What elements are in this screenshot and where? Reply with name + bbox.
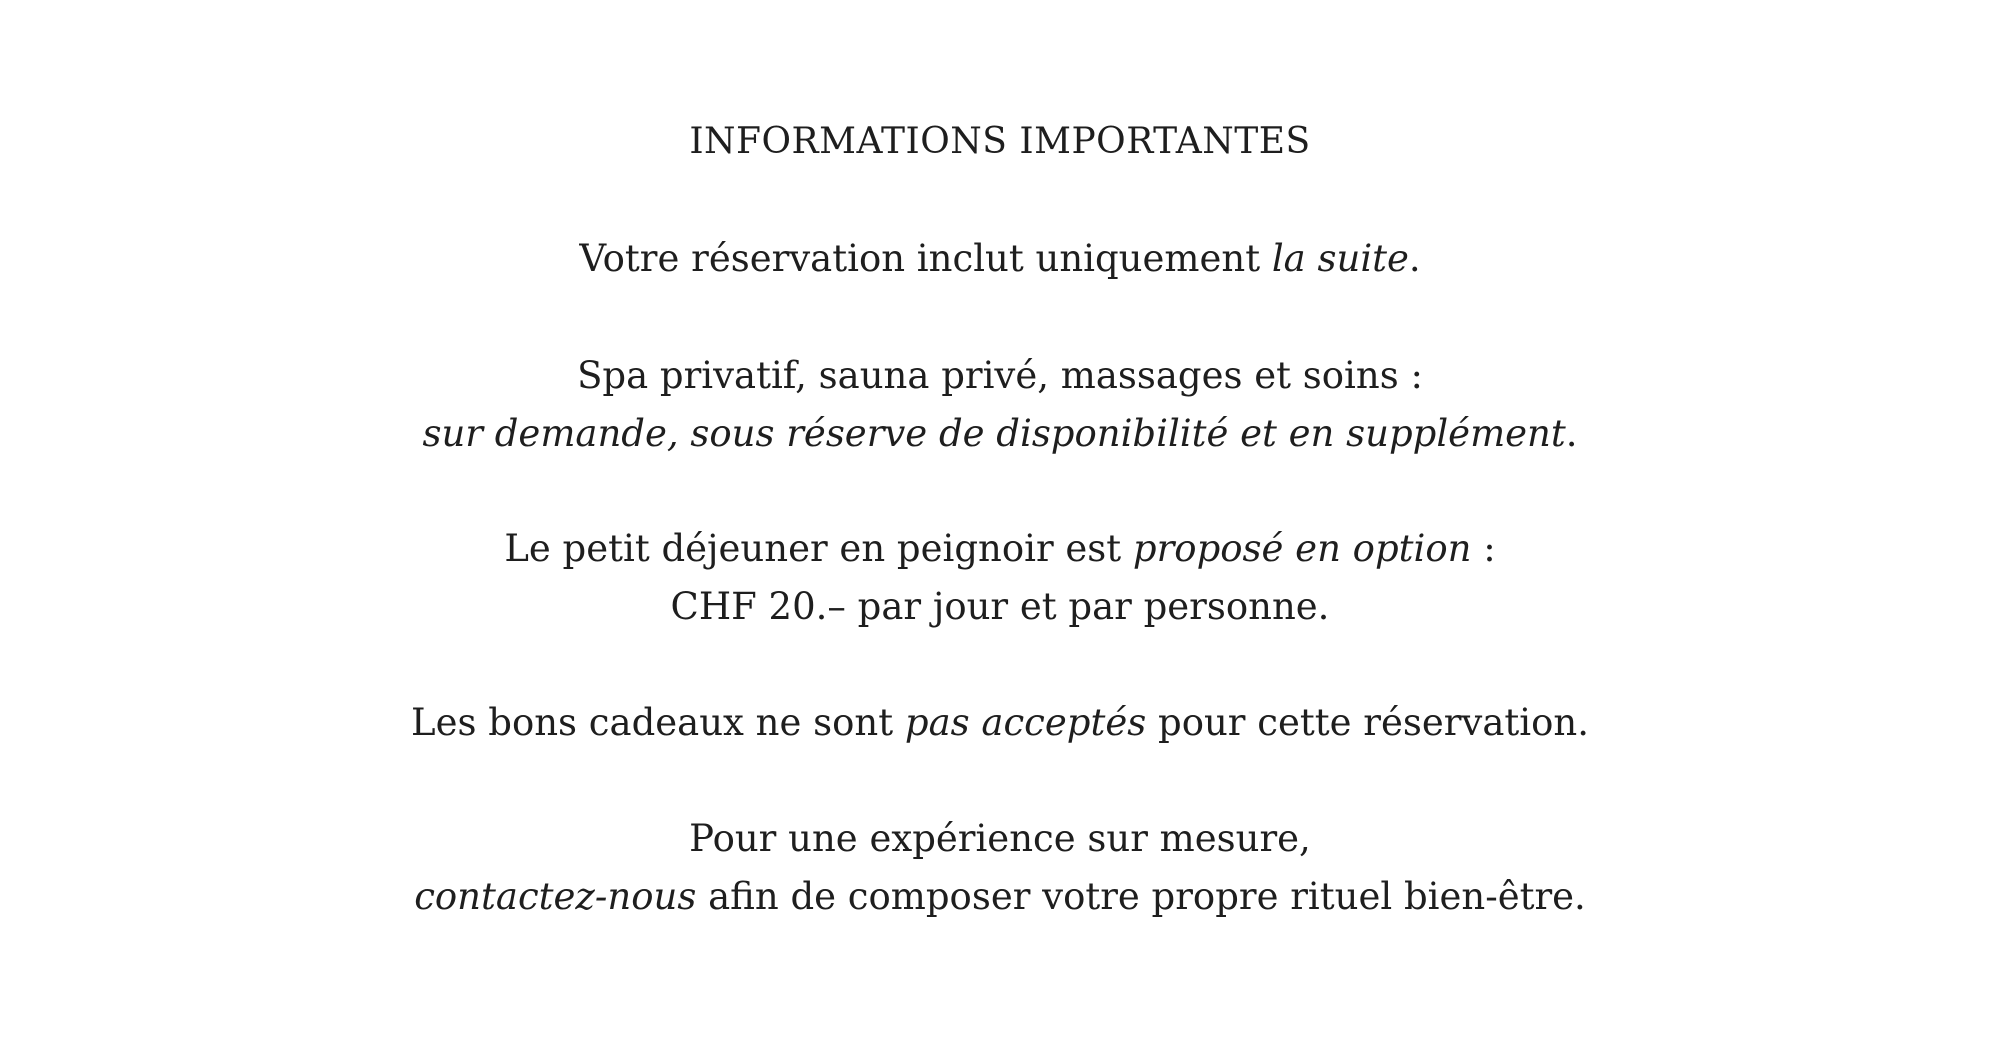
suite-emphasis: la suite: [1271, 237, 1409, 280]
spa-conditions-text: [0, 409, 2000, 459]
breakfast-option-text: [0, 524, 2000, 574]
breakfast-text-start: Le petit déjeuner en peignoir est: [504, 527, 1133, 570]
gift-vouchers-text: [0, 698, 2000, 748]
page-title: INFORMATIONS IMPORTANTES: [689, 121, 1311, 162]
contact-us-text: [0, 872, 2000, 922]
suite-text-start: Votre réservation inclut uniquement: [579, 237, 1272, 280]
breakfast-price-text: CHF 20.– par jour et par personne.: [670, 585, 1330, 628]
custom-experience-text: Pour une expérience sur mesure,: [689, 817, 1311, 860]
breakfast-text-end: :: [1471, 527, 1496, 570]
gift-text-start: Les bons cadeaux ne sont: [411, 701, 905, 744]
spa-conditions-end: .: [1565, 412, 1578, 455]
breakfast-emphasis: proposé en option: [1132, 527, 1472, 570]
suite-text-end: .: [1408, 237, 1421, 280]
gift-emphasis: pas acceptés: [904, 701, 1147, 744]
suite-included-text: [0, 234, 2000, 284]
gift-text-end: pour cette réservation.: [1146, 701, 1589, 744]
contact-us-end: afin de composer votre propre rituel bien-être.: [696, 875, 1586, 918]
spa-services-text: Spa privatif, sauna privé, massages et soins :: [577, 354, 1423, 397]
spa-conditions-emphasis: sur demande, sous réserve de disponibilité et en supplément: [422, 412, 1566, 455]
contact-us-emphasis: contactez-nous: [414, 875, 697, 918]
